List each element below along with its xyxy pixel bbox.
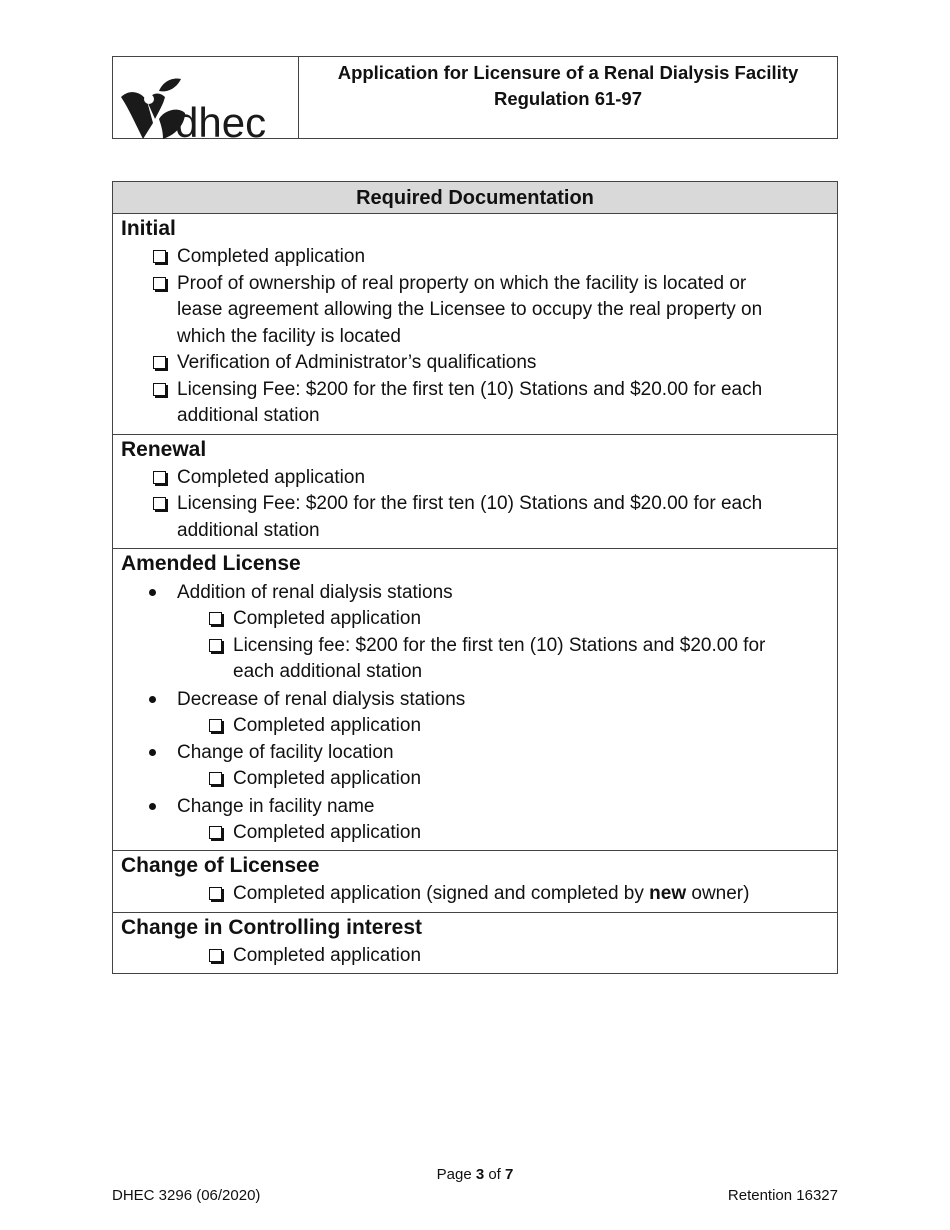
checklist-item[interactable]: Verification of Administrator’s qualifications <box>113 350 837 377</box>
section-renewal <box>113 435 837 550</box>
bullet-icon <box>149 589 156 596</box>
checklist-item[interactable]: Completed application (signed and completed by new owner) <box>113 881 837 908</box>
form-title: Application for Licensure of a Renal Dialysis Facility <box>337 62 799 83</box>
checkbox-icon[interactable] <box>209 612 222 625</box>
checklist-item[interactable]: Completed application <box>113 244 837 271</box>
section-title: Renewal <box>121 437 207 461</box>
checklist-item[interactable]: Completed application <box>113 943 837 970</box>
checklist-item[interactable]: Licensing Fee: $200 for the first ten (10) Stations and $20.00 for each additional station <box>113 491 837 544</box>
checklist-item[interactable]: Completed application <box>113 606 837 633</box>
section-title: Change in Controlling interest <box>121 915 423 939</box>
section-title: Amended License <box>121 552 301 575</box>
checklist-item[interactable]: Completed application <box>113 713 837 740</box>
logo-text: dhec <box>175 99 267 141</box>
checkbox-icon[interactable] <box>153 497 166 510</box>
retention-number: Retention 16327 <box>727 1187 838 1204</box>
checklist-item[interactable]: Proof of ownership of real property on which the facility is located or lease agreement allowing the Licensee to occupy the real property on which the facility is located <box>113 271 837 351</box>
checkbox-icon[interactable] <box>153 250 166 263</box>
section-amended-license <box>113 549 837 851</box>
checkbox-icon[interactable] <box>209 826 222 839</box>
required-documentation-table <box>112 181 838 974</box>
bullet-item: Change of facility location <box>113 739 837 766</box>
page-number: Page 3 of 7 <box>436 1166 514 1183</box>
section-initial <box>113 214 837 435</box>
section-change-of-licensee <box>113 851 837 913</box>
checklist-item[interactable]: Completed application <box>113 465 837 492</box>
bullet-item: Addition of renal dialysis stations <box>113 579 837 606</box>
form-id: DHEC 3296 (06/2020) <box>112 1187 261 1204</box>
regulation-number: Regulation 61-97 <box>493 88 643 109</box>
section-title: Change of Licensee <box>121 854 320 877</box>
form-header <box>112 56 838 139</box>
checkbox-icon[interactable] <box>209 887 222 900</box>
checkbox-icon[interactable] <box>153 383 166 396</box>
checklist-item[interactable]: Licensing fee: $200 for the first ten (10) Stations and $20.00 for each additional station <box>113 633 837 686</box>
dhec-logo <box>119 75 291 141</box>
bullet-icon <box>149 696 156 703</box>
section-change-in-controlling-interest <box>113 913 837 974</box>
title-cell <box>299 57 837 138</box>
checkbox-icon[interactable] <box>209 772 222 785</box>
checklist-item[interactable]: Completed application <box>113 766 837 793</box>
logo-cell <box>113 57 299 141</box>
checkbox-icon[interactable] <box>209 639 222 652</box>
bullet-icon <box>149 749 156 756</box>
checkbox-icon[interactable] <box>153 277 166 290</box>
bullet-item: Change in facility name <box>113 793 837 820</box>
table-heading: Required Documentation <box>113 182 837 214</box>
checkbox-icon[interactable] <box>209 949 222 962</box>
checklist-item[interactable]: Completed application <box>113 820 837 847</box>
bullet-icon <box>149 803 156 810</box>
checkbox-icon[interactable] <box>153 471 166 484</box>
section-title: Initial <box>121 217 176 240</box>
bullet-item: Decrease of renal dialysis stations <box>113 686 837 713</box>
checkbox-icon[interactable] <box>209 719 222 732</box>
checklist-item[interactable]: Licensing Fee: $200 for the first ten (10) Stations and $20.00 for each additional station <box>113 377 837 430</box>
checkbox-icon[interactable] <box>153 356 166 369</box>
